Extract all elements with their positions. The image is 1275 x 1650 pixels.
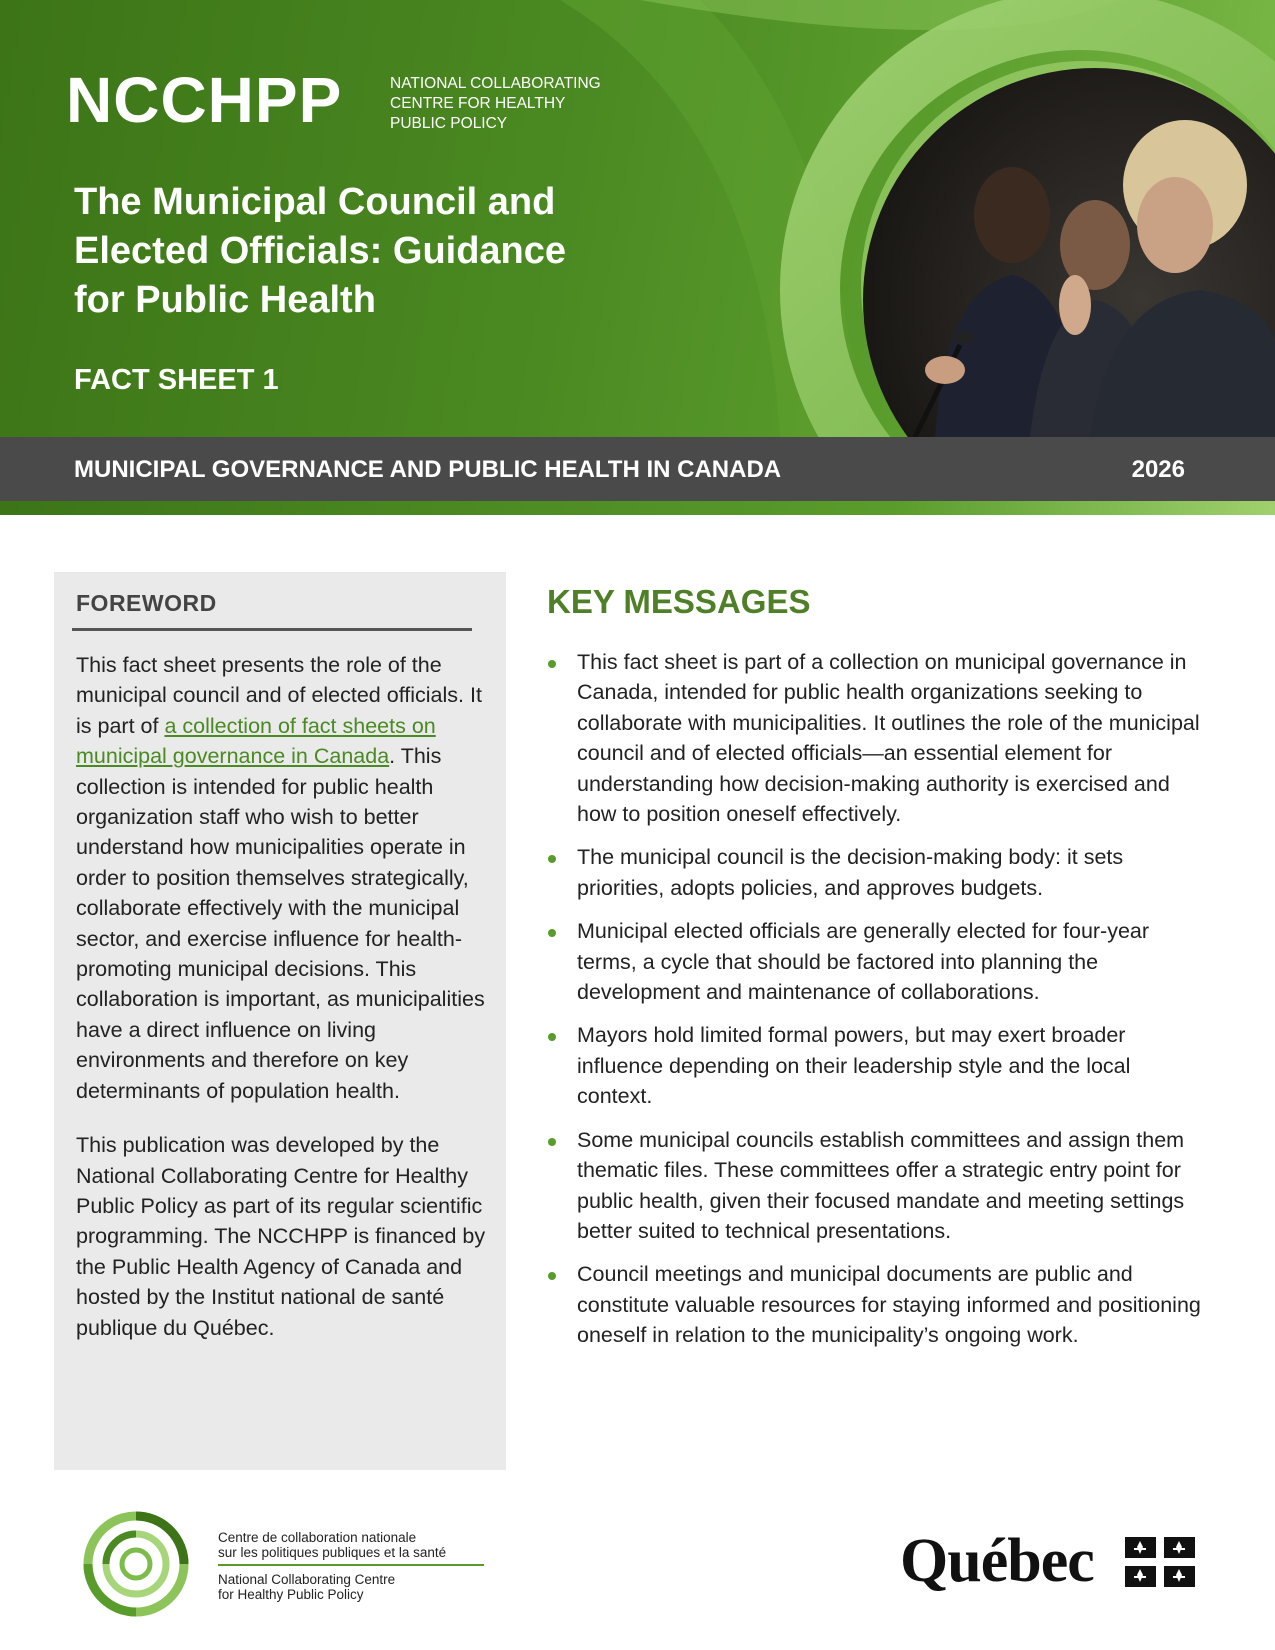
- foreword-paragraph-2: This publication was developed by the National Collaborating Centre for Healthy Public Policy as part of its regular scientific programming. The NCCHPP is financed by the Public Health Agency of Canada and hosted by the Institut national de santé publique du Québec.: [76, 1133, 486, 1340]
- ncchpp-logo: NCCHPP: [66, 64, 343, 136]
- key-message-text: Some municipal councils establish committees and assign them thematic files. These committees offer a strategic entry point for public health, given their focused mandate and meeting settings better suited to technical presentations.: [577, 1127, 1185, 1243]
- centre-name-line: Centre de collaboration nationale: [218, 1530, 417, 1545]
- key-message-text: Municipal elected officials are generally elected for four-year terms, a cycle that should be factored into planning the development and maintenance of collaborations.: [577, 919, 1150, 1005]
- key-message-text: This fact sheet is part of a collection on municipal governance in Canada, intended for public health organizations seeking to collaborate with municipalities. It outlines the role of the municipal council and of elected officials—an essential element for understanding how decision-making authority is exercised and how to position oneself effectively.: [577, 650, 1200, 827]
- centre-name-line: sur les politiques publiques et la santé: [218, 1545, 447, 1560]
- foreword-heading: FOREWORD: [76, 590, 217, 616]
- key-message-item: [548, 916, 1208, 1007]
- key-message-item: [548, 647, 1208, 829]
- logo-subtitle-line: PUBLIC POLICY: [390, 115, 508, 132]
- logo-subtitle: [390, 74, 601, 134]
- foreword-text-before-link: This fact sheet presents the role of the municipal council and of elected officials. It is part of: [76, 653, 482, 738]
- header-banner: [0, 0, 1275, 437]
- key-message-text: Mayors hold limited formal powers, but may exert broader influence depending on their leadership style and the local context.: [577, 1023, 1131, 1109]
- bullet-icon: [548, 929, 556, 937]
- bullet-icon: [548, 1033, 556, 1041]
- green-stripe: [0, 501, 1275, 515]
- logo-subtitle-line: NATIONAL COLLABORATING: [390, 75, 601, 92]
- fact-sheets-collection-link[interactable]: a collection of fact sheets on municipal governance in Canada: [76, 713, 436, 769]
- fact-sheet-label: FACT SHEET 1: [74, 364, 279, 396]
- foreword-box: [54, 572, 506, 1470]
- key-message-text: Council meetings and municipal documents are public and constitute valuable resources for staying informed and positioning oneself in relation to the municipality’s ongoing work.: [577, 1262, 1201, 1348]
- bullet-icon: [548, 660, 556, 668]
- foreword-paragraph-1: [76, 650, 496, 1106]
- title-line: The Municipal Council and: [74, 181, 556, 223]
- key-message-item: [548, 1259, 1208, 1350]
- title-line: Elected Officials: Guidance: [74, 230, 567, 272]
- centre-name-line: for Healthy Public Policy: [218, 1587, 364, 1602]
- document-title: [74, 178, 634, 325]
- foreword-text: [76, 650, 496, 1367]
- bullet-icon: [548, 1272, 556, 1280]
- key-messages-heading: KEY MESSAGES: [547, 583, 811, 620]
- centre-name-line: National Collaborating Centre: [218, 1572, 396, 1587]
- key-message-item: [548, 842, 1208, 903]
- key-message-item: [548, 1020, 1208, 1111]
- publication-year: 2026: [1131, 456, 1185, 483]
- centre-name-french: [218, 1530, 446, 1560]
- title-line: for Public Health: [74, 279, 376, 321]
- bullet-icon: [548, 1138, 556, 1146]
- quebec-fleurdelis-flag-icon: [1125, 1537, 1195, 1587]
- logo-subtitle-line: CENTRE FOR HEALTHY: [390, 95, 566, 112]
- council-meeting-photo: [863, 68, 1275, 437]
- foreword-text-after-link: . This collection is intended for public health organization staff who wish to better understand how municipalities operate in order to position themselves strategically, collaborate effectively with the municipal sector, and exercise influence for health-promoting municipal decisions. This collaboration is important, as municipalities have a direct influence on living environments and therefore on key determinants of population health.: [76, 744, 485, 1103]
- key-message-item: [548, 1125, 1208, 1247]
- key-message-text: The municipal council is the decision-making body: it sets priorities, adopts policies, and approves budgets.: [577, 845, 1124, 900]
- series-title: MUNICIPAL GOVERNANCE AND PUBLIC HEALTH IN CANADA: [74, 456, 782, 483]
- foreword-rule: [72, 628, 472, 631]
- quebec-wordmark: Québec: [900, 1527, 1094, 1595]
- bullet-icon: [548, 855, 556, 863]
- footer-rule: [218, 1564, 484, 1566]
- ncchpp-swirl-logo-icon: [82, 1510, 190, 1618]
- key-messages-list: [548, 647, 1208, 1364]
- centre-name-english: [218, 1572, 395, 1602]
